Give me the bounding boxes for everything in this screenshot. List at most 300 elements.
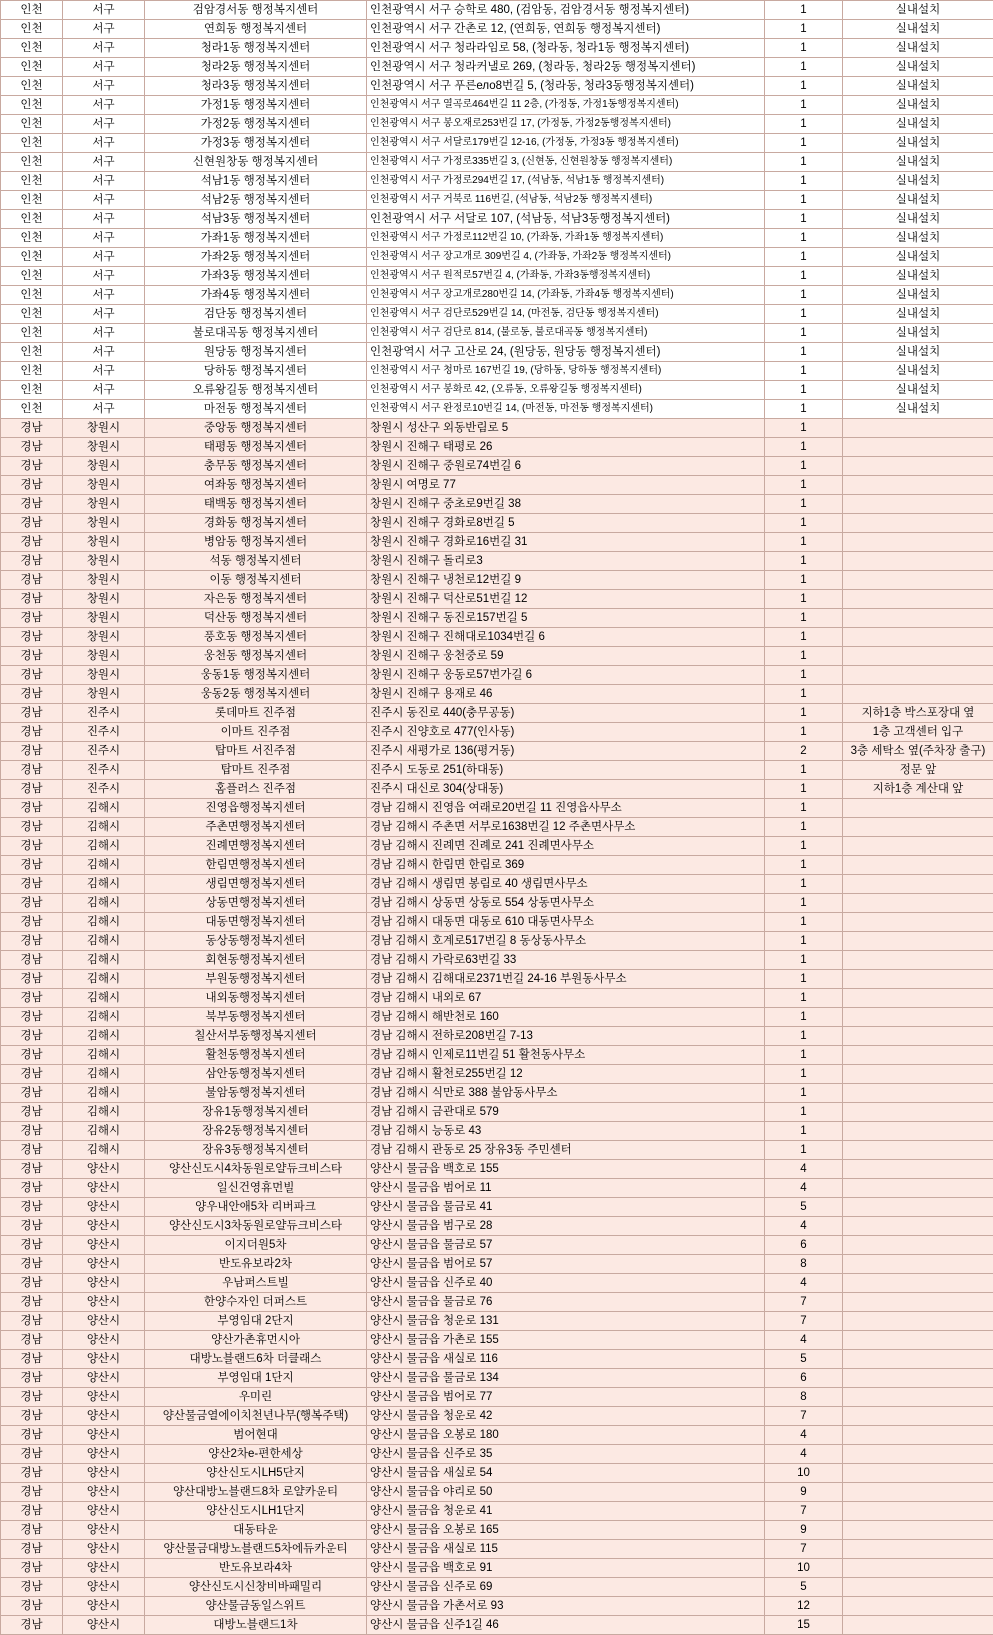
cell-facility-name: 장유1동행정복지센터 bbox=[145, 1103, 367, 1122]
cell-address: 인천광역시 서구 장고개로280번길 14, (가좌동, 가좌4동 행정복지센터) bbox=[367, 286, 765, 305]
cell-address: 인천광역시 서구 장고개로 309번길 4, (가좌동, 가좌2동 행정복지센터) bbox=[367, 248, 765, 267]
cell-sigungu: 창원시 bbox=[63, 457, 145, 476]
cell-address: 경남 김해시 능동로 43 bbox=[367, 1122, 765, 1141]
table-row bbox=[1, 590, 993, 609]
cell-facility-name: 웅동1동 행정복지센터 bbox=[145, 666, 367, 685]
cell-sido: 경남 bbox=[1, 1559, 63, 1578]
cell-note bbox=[843, 514, 993, 533]
cell-note bbox=[843, 1521, 993, 1540]
cell-facility-name: 양산신도시LH5단지 bbox=[145, 1464, 367, 1483]
table-row bbox=[1, 1046, 993, 1065]
cell-sido: 경남 bbox=[1, 951, 63, 970]
cell-sigungu: 김해시 bbox=[63, 1122, 145, 1141]
cell-sigungu: 서구 bbox=[63, 229, 145, 248]
cell-count: 7 bbox=[765, 1293, 843, 1312]
cell-count: 5 bbox=[765, 1578, 843, 1597]
cell-facility-name: 양산신도시LH1단지 bbox=[145, 1502, 367, 1521]
cell-count: 7 bbox=[765, 1312, 843, 1331]
cell-sigungu: 창원시 bbox=[63, 571, 145, 590]
cell-facility-name: 부원동행정복지센터 bbox=[145, 970, 367, 989]
cell-sigungu: 김해시 bbox=[63, 1141, 145, 1160]
cell-note: 실내설치 bbox=[843, 324, 993, 343]
table-row bbox=[1, 723, 993, 742]
cell-count: 1 bbox=[765, 1027, 843, 1046]
cell-note bbox=[843, 913, 993, 932]
table-row bbox=[1, 495, 993, 514]
cell-sido: 경남 bbox=[1, 552, 63, 571]
table-row bbox=[1, 533, 993, 552]
cell-sigungu: 양산시 bbox=[63, 1160, 145, 1179]
cell-address: 경남 김해시 인제로11번길 51 활천동사무소 bbox=[367, 1046, 765, 1065]
table-row bbox=[1, 552, 993, 571]
cell-sido: 인천 bbox=[1, 248, 63, 267]
cell-count: 1 bbox=[765, 1122, 843, 1141]
cell-sigungu: 창원시 bbox=[63, 666, 145, 685]
table-row bbox=[1, 1502, 993, 1521]
cell-sido: 경남 bbox=[1, 970, 63, 989]
cell-address: 창원시 진해구 진해대로1034번길 6 bbox=[367, 628, 765, 647]
cell-sido: 경남 bbox=[1, 438, 63, 457]
cell-count: 1 bbox=[765, 894, 843, 913]
cell-address: 인천광역시 서구 푸른ело8번길 5, (청라동, 청라3동행정복지센터) bbox=[367, 77, 765, 96]
cell-sigungu: 김해시 bbox=[63, 1046, 145, 1065]
cell-sigungu: 양산시 bbox=[63, 1312, 145, 1331]
cell-address: 경남 김해시 해반천로 160 bbox=[367, 1008, 765, 1027]
cell-sigungu: 양산시 bbox=[63, 1217, 145, 1236]
cell-address: 경남 김해시 진영읍 여래로20번길 11 진영읍사무소 bbox=[367, 799, 765, 818]
table-row bbox=[1, 1616, 993, 1635]
table-row bbox=[1, 571, 993, 590]
table-row bbox=[1, 305, 993, 324]
cell-note bbox=[843, 1312, 993, 1331]
cell-sigungu: 김해시 bbox=[63, 1084, 145, 1103]
cell-address: 인천광역시 서구 서달로179번길 12-16, (가정동, 가정3동 행정복지센터) bbox=[367, 134, 765, 153]
table-row bbox=[1, 1331, 993, 1350]
cell-note bbox=[843, 1217, 993, 1236]
cell-note: 실내설치 bbox=[843, 20, 993, 39]
cell-sigungu: 진주시 bbox=[63, 761, 145, 780]
cell-sido: 경남 bbox=[1, 1426, 63, 1445]
cell-sigungu: 양산시 bbox=[63, 1445, 145, 1464]
cell-count: 1 bbox=[765, 552, 843, 571]
cell-count: 2 bbox=[765, 742, 843, 761]
cell-address: 양산시 물금읍 새실로 116 bbox=[367, 1350, 765, 1369]
table-row bbox=[1, 1312, 993, 1331]
cell-sigungu: 양산시 bbox=[63, 1597, 145, 1616]
cell-sigungu: 김해시 bbox=[63, 894, 145, 913]
cell-address: 경남 김해시 활천로255번길 12 bbox=[367, 1065, 765, 1084]
cell-sigungu: 양산시 bbox=[63, 1236, 145, 1255]
cell-note: 실내설치 bbox=[843, 172, 993, 191]
cell-address: 양산시 물금읍 범어로 11 bbox=[367, 1179, 765, 1198]
cell-facility-name: 양산가촌휴먼시아 bbox=[145, 1331, 367, 1350]
table-row bbox=[1, 989, 993, 1008]
cell-sigungu: 양산시 bbox=[63, 1559, 145, 1578]
cell-sido: 인천 bbox=[1, 172, 63, 191]
cell-facility-name: 석남2동 행정복지센터 bbox=[145, 191, 367, 210]
cell-address: 진주시 진양호로 477(인사동) bbox=[367, 723, 765, 742]
cell-note bbox=[843, 590, 993, 609]
table-row bbox=[1, 818, 993, 837]
table-row bbox=[1, 970, 993, 989]
cell-address: 인천광역시 서구 열곡로464번길 11 2층, (가정동, 가정1동행정복지센터) bbox=[367, 96, 765, 115]
cell-sido: 경남 bbox=[1, 533, 63, 552]
cell-sido: 경남 bbox=[1, 1274, 63, 1293]
cell-note bbox=[843, 609, 993, 628]
cell-facility-name: 불로대곡동 행정복지센터 bbox=[145, 324, 367, 343]
cell-facility-name: 이동 행정복지센터 bbox=[145, 571, 367, 590]
cell-count: 4 bbox=[765, 1179, 843, 1198]
cell-facility-name: 롯데마트 진주점 bbox=[145, 704, 367, 723]
cell-facility-name: 자은동 행정복지센터 bbox=[145, 590, 367, 609]
cell-sido: 경남 bbox=[1, 1008, 63, 1027]
cell-sigungu: 서구 bbox=[63, 286, 145, 305]
cell-address: 경남 김해시 전하로208번길 7-13 bbox=[367, 1027, 765, 1046]
cell-sigungu: 김해시 bbox=[63, 932, 145, 951]
cell-sigungu: 진주시 bbox=[63, 704, 145, 723]
cell-address: 창원시 진해구 중초로9번길 38 bbox=[367, 495, 765, 514]
cell-note bbox=[843, 1160, 993, 1179]
cell-note bbox=[843, 647, 993, 666]
cell-note bbox=[843, 1084, 993, 1103]
cell-facility-name: 석남1동 행정복지센터 bbox=[145, 172, 367, 191]
cell-sido: 경남 bbox=[1, 1502, 63, 1521]
cell-address: 양산시 물금읍 오봉로 180 bbox=[367, 1426, 765, 1445]
cell-facility-name: 생림면행정복지센터 bbox=[145, 875, 367, 894]
cell-sido: 경남 bbox=[1, 1350, 63, 1369]
cell-note bbox=[843, 476, 993, 495]
cell-facility-name: 병암동 행정복지센터 bbox=[145, 533, 367, 552]
cell-note: 실내설치 bbox=[843, 267, 993, 286]
table-row bbox=[1, 1426, 993, 1445]
cell-count: 1 bbox=[765, 115, 843, 134]
cell-sido: 경남 bbox=[1, 913, 63, 932]
cell-sigungu: 김해시 bbox=[63, 1065, 145, 1084]
cell-note bbox=[843, 970, 993, 989]
cell-sido: 경남 bbox=[1, 1027, 63, 1046]
cell-address: 양산시 물금읍 물금로 76 bbox=[367, 1293, 765, 1312]
cell-address: 경남 김해시 상동면 상동로 554 상동면사무소 bbox=[367, 894, 765, 913]
cell-count: 1 bbox=[765, 134, 843, 153]
cell-sigungu: 김해시 bbox=[63, 856, 145, 875]
cell-note bbox=[843, 1274, 993, 1293]
cell-count: 1 bbox=[765, 571, 843, 590]
cell-count: 1 bbox=[765, 419, 843, 438]
cell-address: 양산시 물금읍 신주로 35 bbox=[367, 1445, 765, 1464]
cell-sido: 경남 bbox=[1, 704, 63, 723]
cell-facility-name: 태백동 행정복지센터 bbox=[145, 495, 367, 514]
table-row bbox=[1, 362, 993, 381]
cell-address: 양산시 물금읍 야리로 50 bbox=[367, 1483, 765, 1502]
cell-note bbox=[843, 1065, 993, 1084]
table-row bbox=[1, 419, 993, 438]
cell-note: 실내설치 bbox=[843, 77, 993, 96]
cell-facility-name: 대동면행정복지센터 bbox=[145, 913, 367, 932]
table-row bbox=[1, 837, 993, 856]
cell-note bbox=[843, 1350, 993, 1369]
cell-sido: 경남 bbox=[1, 989, 63, 1008]
cell-count: 1 bbox=[765, 248, 843, 267]
cell-facility-name: 원당동 행정복지센터 bbox=[145, 343, 367, 362]
cell-sigungu: 서구 bbox=[63, 153, 145, 172]
cell-note bbox=[843, 1445, 993, 1464]
cell-note bbox=[843, 894, 993, 913]
cell-sido: 경남 bbox=[1, 1160, 63, 1179]
cell-sido: 경남 bbox=[1, 780, 63, 799]
cell-facility-name: 대방노블랜드6차 더클래스 bbox=[145, 1350, 367, 1369]
cell-facility-name: 이마트 진주점 bbox=[145, 723, 367, 742]
cell-address: 인천광역시 서구 검단로 814, (불로동, 불로대곡동 행정복지센터) bbox=[367, 324, 765, 343]
table-row bbox=[1, 1274, 993, 1293]
table-row bbox=[1, 1388, 993, 1407]
cell-count: 6 bbox=[765, 1369, 843, 1388]
table-row bbox=[1, 1540, 993, 1559]
table-row bbox=[1, 1008, 993, 1027]
cell-note bbox=[843, 1255, 993, 1274]
cell-count: 1 bbox=[765, 1103, 843, 1122]
cell-note bbox=[843, 495, 993, 514]
cell-facility-name: 가좌1동 행정복지센터 bbox=[145, 229, 367, 248]
cell-note bbox=[843, 628, 993, 647]
cell-address: 진주시 대신로 304(상대동) bbox=[367, 780, 765, 799]
cell-sido: 인천 bbox=[1, 191, 63, 210]
table-row bbox=[1, 1160, 993, 1179]
cell-facility-name: 양우내안애5차 리버파크 bbox=[145, 1198, 367, 1217]
cell-sido: 경남 bbox=[1, 856, 63, 875]
cell-facility-name: 가정3동 행정복지센터 bbox=[145, 134, 367, 153]
table-row bbox=[1, 1483, 993, 1502]
cell-note bbox=[843, 1578, 993, 1597]
table-row bbox=[1, 400, 993, 419]
cell-note: 실내설치 bbox=[843, 58, 993, 77]
cell-facility-name: 활천동행정복지센터 bbox=[145, 1046, 367, 1065]
cell-sigungu: 창원시 bbox=[63, 552, 145, 571]
cell-count: 1 bbox=[765, 77, 843, 96]
cell-address: 양산시 물금읍 청운로 41 bbox=[367, 1502, 765, 1521]
table-row bbox=[1, 666, 993, 685]
cell-sigungu: 서구 bbox=[63, 77, 145, 96]
cell-facility-name: 가좌2동 행정복지센터 bbox=[145, 248, 367, 267]
cell-sigungu: 진주시 bbox=[63, 742, 145, 761]
table-row bbox=[1, 1065, 993, 1084]
cell-address: 창원시 진해구 용재로 46 bbox=[367, 685, 765, 704]
cell-sigungu: 서구 bbox=[63, 362, 145, 381]
cell-count: 15 bbox=[765, 1616, 843, 1635]
cell-address: 양산시 물금읍 오봉로 165 bbox=[367, 1521, 765, 1540]
table-row bbox=[1, 932, 993, 951]
cell-count: 1 bbox=[765, 229, 843, 248]
cell-sigungu: 김해시 bbox=[63, 818, 145, 837]
cell-count: 1 bbox=[765, 286, 843, 305]
cell-facility-name: 신현원창동 행정복지센터 bbox=[145, 153, 367, 172]
cell-address: 양산시 물금읍 물금로 57 bbox=[367, 1236, 765, 1255]
cell-address: 양산시 물금읍 새실로 54 bbox=[367, 1464, 765, 1483]
cell-address: 인천광역시 서구 청라라임로 58, (청라동, 청라1동 행정복지센터) bbox=[367, 39, 765, 58]
cell-address: 양산시 물금읍 신주로 40 bbox=[367, 1274, 765, 1293]
cell-sido: 경남 bbox=[1, 837, 63, 856]
cell-sigungu: 양산시 bbox=[63, 1521, 145, 1540]
cell-note bbox=[843, 419, 993, 438]
table-row bbox=[1, 1464, 993, 1483]
cell-note: 실내설치 bbox=[843, 96, 993, 115]
cell-sido: 경남 bbox=[1, 818, 63, 837]
cell-sigungu: 김해시 bbox=[63, 837, 145, 856]
cell-count: 1 bbox=[765, 1046, 843, 1065]
cell-note bbox=[843, 1597, 993, 1616]
cell-sigungu: 양산시 bbox=[63, 1578, 145, 1597]
cell-sido: 인천 bbox=[1, 343, 63, 362]
cell-facility-name: 연희동 행정복지센터 bbox=[145, 20, 367, 39]
cell-address: 양산시 물금읍 신주1길 46 bbox=[367, 1616, 765, 1635]
cell-facility-name: 상동면행정복지센터 bbox=[145, 894, 367, 913]
cell-sido: 경남 bbox=[1, 1236, 63, 1255]
cell-note bbox=[843, 951, 993, 970]
cell-sigungu: 양산시 bbox=[63, 1502, 145, 1521]
cell-sido: 인천 bbox=[1, 96, 63, 115]
table-row bbox=[1, 1122, 993, 1141]
cell-sido: 인천 bbox=[1, 362, 63, 381]
cell-note bbox=[843, 856, 993, 875]
cell-note bbox=[843, 457, 993, 476]
cell-address: 양산시 물금읍 물금로 41 bbox=[367, 1198, 765, 1217]
cell-facility-name: 웅천동 행정복지센터 bbox=[145, 647, 367, 666]
cell-address: 창원시 진해구 중원로74번길 6 bbox=[367, 457, 765, 476]
cell-facility-name: 홈플러스 진주점 bbox=[145, 780, 367, 799]
cell-note bbox=[843, 1008, 993, 1027]
cell-sigungu: 김해시 bbox=[63, 989, 145, 1008]
cell-sigungu: 서구 bbox=[63, 134, 145, 153]
cell-facility-name: 검암경서동 행정복지센터 bbox=[145, 1, 367, 20]
cell-sigungu: 김해시 bbox=[63, 799, 145, 818]
cell-count: 12 bbox=[765, 1597, 843, 1616]
table-row bbox=[1, 267, 993, 286]
cell-facility-name: 한림면행정복지센터 bbox=[145, 856, 367, 875]
cell-sido: 경남 bbox=[1, 1388, 63, 1407]
cell-facility-name: 마전동 행정복지센터 bbox=[145, 400, 367, 419]
cell-sido: 경남 bbox=[1, 1103, 63, 1122]
table-row bbox=[1, 20, 993, 39]
cell-count: 10 bbox=[765, 1559, 843, 1578]
cell-address: 양산시 물금읍 물금로 134 bbox=[367, 1369, 765, 1388]
cell-facility-name: 불암동행정복지센터 bbox=[145, 1084, 367, 1103]
cell-sido: 경남 bbox=[1, 1407, 63, 1426]
table-row bbox=[1, 1293, 993, 1312]
cell-sigungu: 서구 bbox=[63, 191, 145, 210]
cell-address: 진주시 동진로 440(충무공동) bbox=[367, 704, 765, 723]
cell-count: 1 bbox=[765, 210, 843, 229]
cell-count: 7 bbox=[765, 1407, 843, 1426]
table-row bbox=[1, 1255, 993, 1274]
cell-sido: 경남 bbox=[1, 514, 63, 533]
cell-address: 양산시 물금읍 신주로 69 bbox=[367, 1578, 765, 1597]
cell-sigungu: 창원시 bbox=[63, 685, 145, 704]
cell-address: 양산시 물금읍 범어로 77 bbox=[367, 1388, 765, 1407]
cell-note bbox=[843, 1141, 993, 1160]
cell-sido: 경남 bbox=[1, 1293, 63, 1312]
cell-count: 1 bbox=[765, 1, 843, 20]
table-row bbox=[1, 457, 993, 476]
cell-address: 양산시 물금읍 백호로 155 bbox=[367, 1160, 765, 1179]
table-row bbox=[1, 1236, 993, 1255]
cell-count: 1 bbox=[765, 305, 843, 324]
table-row bbox=[1, 343, 993, 362]
cell-address: 경남 김해시 관동로 25 장유3동 주민센터 bbox=[367, 1141, 765, 1160]
cell-sido: 경남 bbox=[1, 1179, 63, 1198]
cell-count: 1 bbox=[765, 970, 843, 989]
cell-facility-name: 양산신도시3차동원로얄듀크비스타 bbox=[145, 1217, 367, 1236]
cell-facility-name: 중앙동 행정복지센터 bbox=[145, 419, 367, 438]
cell-count: 1 bbox=[765, 533, 843, 552]
cell-count: 1 bbox=[765, 381, 843, 400]
cell-sigungu: 양산시 bbox=[63, 1274, 145, 1293]
cell-facility-name: 청라2동 행정복지센터 bbox=[145, 58, 367, 77]
cell-count: 1 bbox=[765, 438, 843, 457]
cell-note: 실내설치 bbox=[843, 248, 993, 267]
cell-sido: 경남 bbox=[1, 799, 63, 818]
cell-count: 1 bbox=[765, 989, 843, 1008]
cell-sido: 인천 bbox=[1, 210, 63, 229]
cell-count: 1 bbox=[765, 590, 843, 609]
table-row bbox=[1, 96, 993, 115]
cell-note bbox=[843, 571, 993, 590]
cell-note bbox=[843, 875, 993, 894]
cell-sigungu: 서구 bbox=[63, 20, 145, 39]
cell-note bbox=[843, 666, 993, 685]
table-row bbox=[1, 1407, 993, 1426]
table-row bbox=[1, 286, 993, 305]
cell-sido: 인천 bbox=[1, 115, 63, 134]
cell-address: 창원시 진해구 태평로 26 bbox=[367, 438, 765, 457]
cell-address: 인천광역시 서구 승학로 480, (검암동, 검암경서동 행정복지센터) bbox=[367, 1, 765, 20]
cell-facility-name: 웅동2동 행정복지센터 bbox=[145, 685, 367, 704]
cell-facility-name: 양산물금열에이치천년나무(행복주택) bbox=[145, 1407, 367, 1426]
cell-address: 창원시 진해구 경화로8번길 5 bbox=[367, 514, 765, 533]
cell-facility-name: 가정2동 행정복지센터 bbox=[145, 115, 367, 134]
cell-address: 인천광역시 서구 청라커낼로 269, (청라동, 청라2동 행정복지센터) bbox=[367, 58, 765, 77]
cell-sido: 인천 bbox=[1, 153, 63, 172]
table-row bbox=[1, 476, 993, 495]
cell-sigungu: 양산시 bbox=[63, 1331, 145, 1350]
cell-sido: 경남 bbox=[1, 875, 63, 894]
cell-facility-name: 탑마트 진주점 bbox=[145, 761, 367, 780]
cell-sigungu: 진주시 bbox=[63, 723, 145, 742]
cell-note: 3층 세탁소 옆(주차장 출구) bbox=[843, 742, 993, 761]
cell-note: 실내설치 bbox=[843, 39, 993, 58]
cell-note: 실내설치 bbox=[843, 286, 993, 305]
cell-sigungu: 양산시 bbox=[63, 1483, 145, 1502]
table-row bbox=[1, 153, 993, 172]
cell-facility-name: 검단동 행정복지센터 bbox=[145, 305, 367, 324]
cell-sido: 인천 bbox=[1, 229, 63, 248]
cell-address: 경남 김해시 김해대로2371번길 24-16 부원동사무소 bbox=[367, 970, 765, 989]
cell-sido: 인천 bbox=[1, 1, 63, 20]
table-row bbox=[1, 761, 993, 780]
cell-note: 실내설치 bbox=[843, 343, 993, 362]
cell-address: 인천광역시 서구 가정로112번길 10, (가좌동, 가좌1동 행정복지센터) bbox=[367, 229, 765, 248]
cell-address: 인천광역시 서구 거북로 116번길, (석남동, 석남2동 행정복지센터) bbox=[367, 191, 765, 210]
cell-facility-name: 양산물금대방노블랜드5차에듀카운티 bbox=[145, 1540, 367, 1559]
cell-note bbox=[843, 1540, 993, 1559]
cell-sigungu: 양산시 bbox=[63, 1179, 145, 1198]
cell-count: 1 bbox=[765, 153, 843, 172]
cell-facility-name: 진영읍행정복지센터 bbox=[145, 799, 367, 818]
cell-address: 창원시 진해구 돌리로3 bbox=[367, 552, 765, 571]
cell-note bbox=[843, 1331, 993, 1350]
cell-facility-name: 진례면행정복지센터 bbox=[145, 837, 367, 856]
cell-sigungu: 김해시 bbox=[63, 951, 145, 970]
cell-address: 인천광역시 서구 원적로57번길 4, (가좌동, 가좌3동행정복지센터) bbox=[367, 267, 765, 286]
cell-address: 인천광역시 서구 완정로10번길 14, (마전동, 마전동 행정복지센터) bbox=[367, 400, 765, 419]
